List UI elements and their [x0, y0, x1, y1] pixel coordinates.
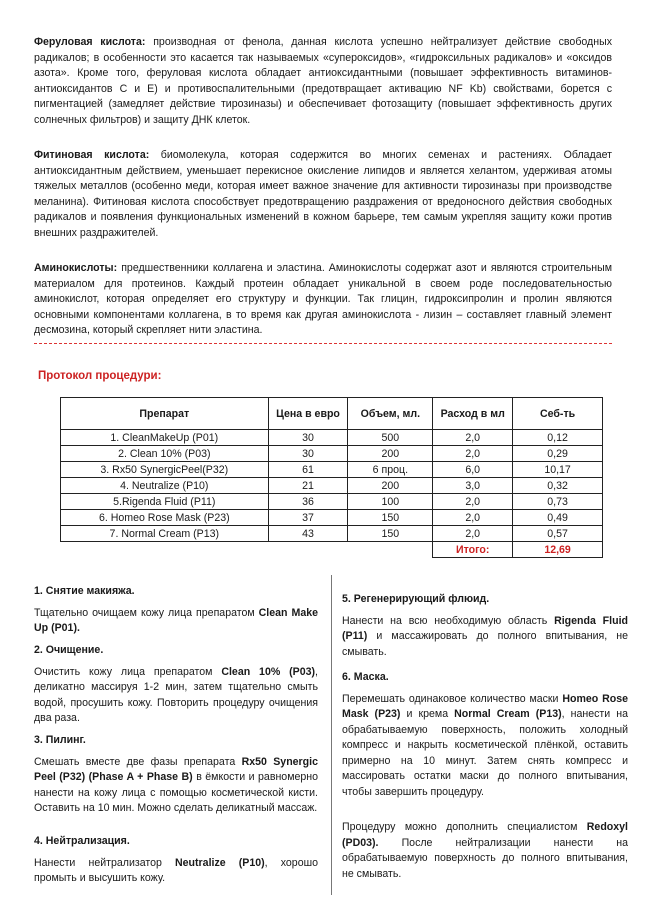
step-heading: 1. Снятие макияжа.	[34, 585, 135, 597]
step-body	[34, 606, 318, 637]
cell-cost: 0,12	[513, 430, 603, 446]
cell-cost: 0,49	[513, 510, 603, 526]
step-text: Перемешать одинаковое количество маски	[342, 692, 563, 705]
cell-price: 36	[268, 494, 348, 510]
step-text: Процедуру можно дополнить специалистом	[342, 821, 587, 833]
cell-product: 6. Homeo Rose Mask (P23)	[61, 510, 269, 526]
cell-volume: 200	[348, 478, 433, 494]
cell-consumption: 2,0	[433, 494, 513, 510]
product-name: Clean Make Up (P01).	[34, 606, 318, 634]
step-heading: 4. Нейтрализация.	[34, 835, 130, 847]
dashed-divider	[34, 343, 612, 344]
cell-product: 3. Rx50 SynergicPeel(P32)	[61, 462, 269, 478]
term-phytic-acid: Фитиновая кислота:	[34, 149, 150, 161]
text-phytic-acid: биомолекула, которая содержится во многих семенах и растениях. Обладает антиоксидантным действием, уменьшает перекисное окисление липидов и является хелантом, удерживая атомы тяжелых металлов (особенно меди, которая имеет важное значение для активности тирозиназы при производстве меланина). Фитиновая кислота способствует предотвращению раздражения от вредоносного действия свободных радикалов и появления функциональных изменений в кожном барьере, тем самым укрепляя защиту кожи против внешних раздражителей.	[34, 149, 612, 239]
header-cost: Себ-ть	[513, 398, 603, 430]
cell-volume: 100	[348, 494, 433, 510]
cell-price: 37	[268, 510, 348, 526]
cell-cost: 0,57	[513, 526, 603, 542]
cell-volume: 500	[348, 430, 433, 446]
step-body	[342, 614, 628, 661]
empty-cell	[268, 542, 348, 558]
step-text: После нейтрализации нанести на обрабатываемую поверхность до полного впитывания, не смывать.	[342, 836, 628, 880]
step-heading: 2. Очищение.	[34, 644, 104, 656]
procedure-step	[342, 820, 628, 882]
cell-consumption: 6,0	[433, 462, 513, 478]
text-amino-acids: предшественники коллагена и эластина. Аминокислоты содержат азот и являются строительным материалом для протеинов. Каждый протеин обладает уникальной в своем роде последовательностью аминокислот, которая определяет его структуру и функции. Так глицин, гидроксипролин и пролин являются основными компонентами коллагена, в то время как другая аминокислота - лизин – составляет главный элемент десмозина, который скрепляет нити эластина.	[34, 262, 612, 336]
cell-price: 21	[268, 478, 348, 494]
step-text: , деликатно массируя 1-2 мин, затем тщательно смыть водой, просушить кожу. Повторить процедуру очищения два раза.	[34, 665, 318, 724]
step-text: Нанести нейтрализатор	[34, 856, 176, 869]
step-text: и крема	[400, 708, 455, 720]
cell-consumption: 2,0	[433, 510, 513, 526]
total-label: Итого:	[433, 542, 513, 558]
step-text: Очистить кожу лица препаратом	[34, 665, 222, 678]
cell-product: 1. CleanMakeUp (P01)	[61, 430, 269, 446]
protocol-table	[60, 397, 603, 558]
table-row	[61, 494, 603, 510]
cell-cost: 0,29	[513, 446, 603, 462]
cell-cost: 10,17	[513, 462, 603, 478]
step-text: , нанести на обрабатываемую поверхность, положить холодный компресс и накрыть косметической плёнкой, оставить примерно на 10 минут. Затем снять компресс и массировать остатки маски до полного впитывания, чтобы завершить процедуру.	[342, 708, 629, 798]
procedure-step	[34, 834, 318, 887]
total-value: 12,69	[513, 542, 603, 558]
step-text: в ёмкости и равномерно нанести на кожу лица с помощью косметической кисти. Оставить на 10 мин. Можно сделать деликатный массаж.	[34, 771, 318, 814]
table-total-row	[61, 542, 603, 558]
step-heading: 5. Регенерирующий флюид.	[342, 593, 490, 605]
step-text: и массажировать до полного впитывания, не смывать.	[342, 630, 628, 658]
header-price: Цена в евро	[268, 398, 348, 430]
paragraph-phytic-acid	[34, 148, 612, 241]
cell-volume: 200	[348, 446, 433, 462]
product-name: Rx50 Synergic Peel (P32) (Phase A + Phase B)	[34, 755, 318, 783]
step-text: Нанести на всю необходимую область	[342, 614, 555, 627]
cell-product: 4. Neutralize (P10)	[61, 478, 269, 494]
table-row	[61, 526, 603, 542]
cell-consumption: 2,0	[433, 446, 513, 462]
cell-price: 30	[268, 446, 348, 462]
cell-product: 7. Normal Cream (P13)	[61, 526, 269, 542]
cell-product: 5.Rigenda Fluid (P11)	[61, 494, 269, 510]
cell-consumption: 2,0	[433, 526, 513, 542]
step-body	[342, 820, 628, 882]
table-row	[61, 510, 603, 526]
protocol-title: Протокол процедури:	[38, 370, 162, 382]
procedure-step	[34, 733, 318, 817]
paragraph-ferulic-acid	[34, 35, 612, 128]
header-consumption: Расход в мл	[433, 398, 513, 430]
cell-volume: 150	[348, 526, 433, 542]
cell-cost: 0,73	[513, 494, 603, 510]
product-name: Redoxyl (PD03).	[342, 821, 628, 849]
cell-cost: 0,32	[513, 478, 603, 494]
table-header-row	[61, 398, 603, 430]
paragraph-amino-acids	[34, 261, 612, 339]
header-volume: Объем, мл.	[348, 398, 433, 430]
term-ferulic-acid: Феруловая кислота:	[34, 36, 146, 48]
step-body	[34, 856, 318, 887]
procedure-step	[342, 670, 628, 800]
text-ferulic-acid: производная от фенола, данная кислота успешно нейтрализует действие свободных радикалов; в особенности это касается так называемых «супероксидов», «гидроксильных радикалов» и «оксидов азота». Кроме того, феруловая кислота обладает антиоксидантными (повышает эффективность витаминов-антиоксидантов С и Е) и противоспалительными (предотвращает активацию NF Kb) свойствами, борется с пигментацией (замедляет действие тирозиназы) и обеспечивает фотозащиту (повышает эффективность других солнечных фильтров) и защиту ДНК клеток.	[34, 36, 612, 126]
header-product: Препарат	[61, 398, 269, 430]
table-body	[61, 430, 603, 558]
empty-cell	[61, 542, 269, 558]
procedure-step	[34, 584, 318, 637]
step-body	[34, 755, 318, 817]
term-amino-acids: Аминокислоты:	[34, 262, 118, 274]
table-row	[61, 446, 603, 462]
cell-volume: 6 проц.	[348, 462, 433, 478]
step-heading: 6. Маска.	[342, 671, 389, 683]
cell-consumption: 2,0	[433, 430, 513, 446]
column-divider	[331, 575, 332, 895]
step-body	[34, 665, 318, 727]
table-row	[61, 462, 603, 478]
product-name: Normal Cream (P13)	[454, 708, 562, 720]
cell-consumption: 3,0	[433, 478, 513, 494]
product-name: Neutralize (P10)	[175, 856, 265, 869]
cell-volume: 150	[348, 510, 433, 526]
cell-price: 61	[268, 462, 348, 478]
table-row	[61, 478, 603, 494]
table-row	[61, 430, 603, 446]
step-text: Смешать вместе две фазы препарата	[34, 755, 242, 768]
step-heading: 3. Пилинг.	[34, 734, 86, 746]
empty-cell	[348, 542, 433, 558]
step-text: Тщательно очищаем кожу лица препаратом	[34, 606, 259, 619]
product-name: Rigenda Fluid (P11)	[342, 614, 628, 642]
procedure-step	[342, 592, 628, 660]
procedure-step	[34, 643, 318, 727]
step-text: , хорошо промыть и высушить кожу.	[34, 856, 318, 884]
product-name: Homeo Rose Mask (P23)	[342, 692, 628, 720]
product-name: Clean 10% (P03)	[221, 665, 316, 678]
cell-price: 43	[268, 526, 348, 542]
cell-product: 2. Clean 10% (P03)	[61, 446, 269, 462]
step-body	[342, 692, 628, 801]
cell-price: 30	[268, 430, 348, 446]
